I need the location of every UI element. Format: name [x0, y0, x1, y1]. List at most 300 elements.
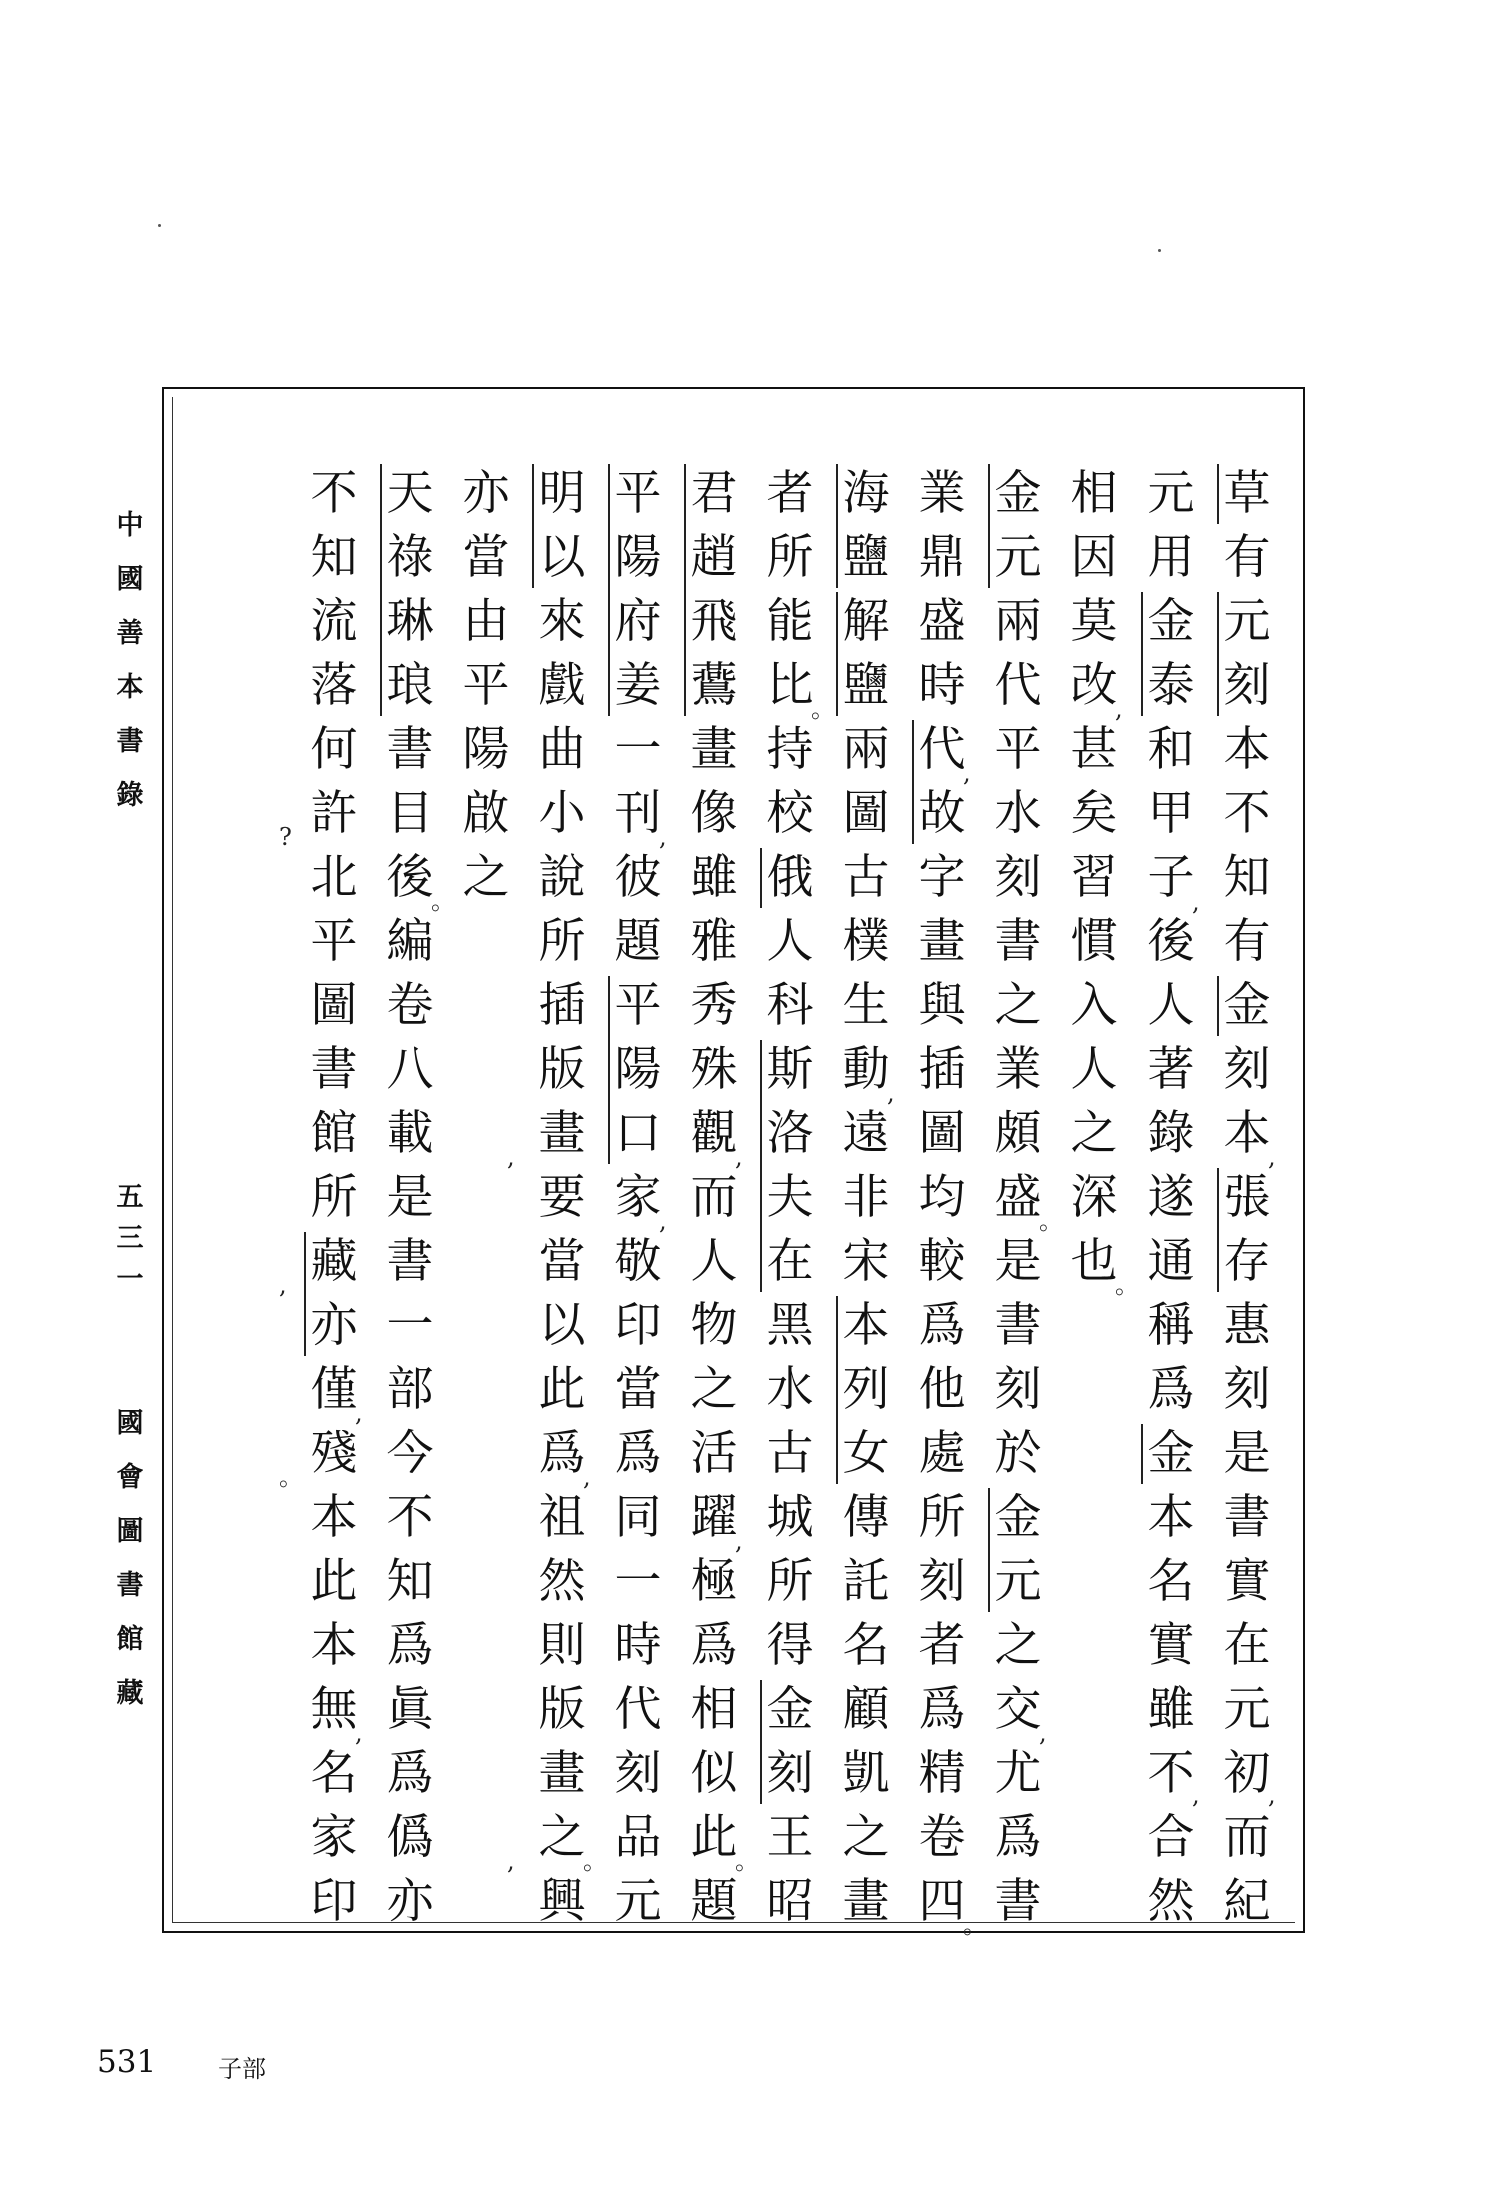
text-char: 水 — [766, 1362, 814, 1417]
text-char: 者 — [918, 1618, 966, 1673]
text-char: 本 — [1223, 1106, 1271, 1161]
punctuation-mark: , — [735, 1527, 743, 1555]
text-char: 以 — [538, 1298, 586, 1353]
text-char: 是 — [386, 1170, 434, 1225]
text-char: 不 — [1223, 786, 1271, 841]
text-char: 物 — [690, 1298, 738, 1353]
text-char: 由 — [462, 594, 510, 649]
side-page-number — [112, 1184, 148, 1293]
punctuation-mark: , — [1268, 1143, 1276, 1171]
text-char: 祿 — [386, 530, 434, 585]
text-char: 與 — [918, 978, 966, 1033]
text-char: 飛 — [690, 594, 738, 649]
text-char: 稱 — [1147, 1298, 1195, 1353]
text-column-5 — [910, 462, 974, 1934]
text-char: 矣 — [1070, 786, 1118, 841]
punctuation-mark: , — [507, 1143, 515, 1171]
text-char: 平 — [310, 914, 358, 969]
text-char: 要 — [538, 1170, 586, 1225]
text-char: 也 — [1070, 1234, 1118, 1289]
text-char: 刊 — [614, 786, 662, 841]
text-char: 爲 — [918, 1682, 966, 1737]
text-char: 秀 — [690, 978, 738, 1033]
text-char: 元 — [1223, 594, 1271, 649]
text-char: 題 — [614, 914, 662, 969]
text-char: 印 — [310, 1874, 358, 1929]
title-mark-line — [304, 1232, 306, 1356]
text-char: 改 — [1070, 658, 1118, 713]
text-char: 遂 — [1147, 1170, 1195, 1225]
punctuation-mark: 。 — [1039, 1207, 1063, 1235]
text-char: 實 — [1223, 1554, 1271, 1609]
text-char: 非 — [842, 1170, 890, 1225]
text-char: 他 — [918, 1362, 966, 1417]
text-char: 古 — [842, 850, 890, 905]
text-char: 品 — [614, 1810, 662, 1865]
text-char: 昭 — [766, 1874, 814, 1929]
text-char: 俄 — [766, 850, 814, 905]
text-char: 知 — [1223, 850, 1271, 905]
punctuation-mark: , — [1039, 1719, 1047, 1747]
text-char: 元 — [994, 1554, 1042, 1609]
text-char: 國 — [116, 1408, 144, 1439]
text-char: 目 — [386, 786, 434, 841]
text-char: 黑 — [766, 1298, 814, 1353]
text-char: 在 — [1223, 1618, 1271, 1673]
text-char: 泰 — [1147, 658, 1195, 713]
text-char: 較 — [918, 1234, 966, 1289]
text-char: 子 — [1147, 850, 1195, 905]
punctuation-mark: , — [887, 1079, 895, 1107]
scan-speck — [1158, 249, 1161, 252]
text-char: 通 — [1147, 1234, 1195, 1289]
text-char: 琳 — [386, 594, 434, 649]
text-char: 動 — [842, 1042, 890, 1097]
text-char: 所 — [918, 1490, 966, 1545]
text-char: 同 — [614, 1490, 662, 1545]
text-char: 交 — [994, 1682, 1042, 1737]
text-char: 用 — [1147, 530, 1195, 585]
text-char: 故 — [918, 786, 966, 841]
text-char: 於 — [994, 1426, 1042, 1481]
punctuation-mark: , — [355, 1399, 363, 1427]
text-char: 爲 — [690, 1618, 738, 1673]
text-char: 之 — [842, 1810, 890, 1865]
text-char: 均 — [918, 1170, 966, 1225]
side-library-name — [112, 1410, 148, 1707]
title-mark-line — [760, 848, 762, 908]
text-char: 元 — [614, 1874, 662, 1929]
text-char: 琅 — [386, 658, 434, 713]
text-char: 祖 — [538, 1490, 586, 1545]
text-column-3 — [1062, 462, 1126, 1294]
text-char: 何 — [310, 722, 358, 777]
text-char: 刻 — [994, 850, 1042, 905]
punctuation-mark: , — [1115, 695, 1123, 723]
text-char: 斯 — [766, 1042, 814, 1097]
text-char: 八 — [386, 1042, 434, 1097]
text-char: 本 — [1223, 722, 1271, 777]
text-char: 刻 — [994, 1362, 1042, 1417]
text-char: 圖 — [842, 786, 890, 841]
text-char: 一 — [116, 1264, 144, 1295]
text-char: 爲 — [538, 1426, 586, 1481]
title-mark-line — [380, 464, 382, 716]
punctuation-mark: , — [507, 1847, 515, 1875]
text-char: 館 — [116, 1624, 144, 1655]
text-char: 書 — [994, 914, 1042, 969]
text-char: 元 — [1147, 466, 1195, 521]
text-char: 凱 — [842, 1746, 890, 1801]
text-char: 盛 — [994, 1170, 1042, 1225]
text-char: 不 — [310, 466, 358, 521]
punctuation-mark: , — [355, 1719, 363, 1747]
text-char: 校 — [766, 786, 814, 841]
title-mark-line — [836, 1296, 838, 1484]
text-char: 解 — [842, 594, 890, 649]
text-char: 三 — [116, 1223, 144, 1254]
text-char: 平 — [994, 722, 1042, 777]
text-char: 書 — [310, 1042, 358, 1097]
text-char: 之 — [462, 850, 510, 905]
text-char: 是 — [994, 1234, 1042, 1289]
scan-speck — [158, 224, 161, 227]
text-char: 敬 — [614, 1234, 662, 1289]
text-char: 草 — [1223, 466, 1271, 521]
text-column-13 — [302, 462, 366, 1934]
text-char: 戲 — [538, 658, 586, 713]
text-column-12 — [378, 462, 442, 1934]
text-char: 習 — [1070, 850, 1118, 905]
text-char: 金 — [994, 1490, 1042, 1545]
text-char: 印 — [614, 1298, 662, 1353]
text-char: 錄 — [1147, 1106, 1195, 1161]
text-char: 當 — [462, 530, 510, 585]
text-char: 圖 — [116, 1516, 144, 1547]
title-mark-line — [760, 1040, 762, 1292]
text-char: 城 — [766, 1490, 814, 1545]
text-char: 錄 — [116, 780, 144, 811]
text-char: 彼 — [614, 850, 662, 905]
text-char: 刻 — [1223, 658, 1271, 713]
text-char: 啟 — [462, 786, 510, 841]
text-char: 版 — [538, 1042, 586, 1097]
text-char: 部 — [386, 1362, 434, 1417]
text-char: 刻 — [918, 1554, 966, 1609]
text-char: 鹽 — [842, 658, 890, 713]
text-char: 慣 — [1070, 914, 1118, 969]
text-char: 時 — [614, 1618, 662, 1673]
punctuation-mark: , — [1268, 1781, 1276, 1809]
text-char: 殊 — [690, 1042, 738, 1097]
text-char: 夫 — [766, 1170, 814, 1225]
title-mark-line — [1217, 592, 1219, 716]
text-char: 人 — [1070, 1042, 1118, 1097]
text-char: 版 — [538, 1682, 586, 1737]
text-char: 傳 — [842, 1490, 890, 1545]
text-char: 兩 — [842, 722, 890, 777]
text-char: 一 — [386, 1298, 434, 1353]
text-char: 小 — [538, 786, 586, 841]
punctuation-mark: 。 — [963, 1911, 987, 1939]
text-char: 處 — [918, 1426, 966, 1481]
punctuation-mark: , — [735, 1143, 743, 1171]
text-char: 雖 — [690, 850, 738, 905]
text-char: 姜 — [614, 658, 662, 713]
text-char: 善 — [116, 618, 144, 649]
text-char: 然 — [538, 1554, 586, 1609]
punctuation-mark: 。 — [1115, 1271, 1139, 1299]
text-char: 亦 — [386, 1874, 434, 1929]
text-char: 一 — [614, 722, 662, 777]
text-char: 觀 — [690, 1106, 738, 1161]
text-char: 像 — [690, 786, 738, 841]
text-column-2 — [1139, 462, 1203, 1934]
title-mark-line — [1217, 976, 1219, 1036]
text-char: 畫 — [690, 722, 738, 777]
text-column-7 — [758, 462, 822, 1934]
text-char: 書 — [386, 722, 434, 777]
text-char: 字 — [918, 850, 966, 905]
text-char: 惠 — [1223, 1298, 1271, 1353]
text-char: 亦 — [310, 1298, 358, 1353]
text-char: 元 — [1223, 1682, 1271, 1737]
text-char: 畫 — [918, 914, 966, 969]
text-char: 編 — [386, 914, 434, 969]
text-char: 平 — [614, 978, 662, 1033]
text-char: 者 — [766, 466, 814, 521]
text-char: 興 — [538, 1874, 586, 1929]
title-mark-line — [988, 1488, 990, 1612]
text-char: 五 — [116, 1182, 144, 1213]
text-char: 書 — [116, 726, 144, 757]
text-char: 所 — [538, 914, 586, 969]
text-char: 海 — [842, 466, 890, 521]
text-char: 知 — [386, 1554, 434, 1609]
text-char: 刻 — [1223, 1042, 1271, 1097]
text-char: 雅 — [690, 914, 738, 969]
text-char: 藏 — [116, 1678, 144, 1709]
text-char: 王 — [766, 1810, 814, 1865]
text-char: 顧 — [842, 1682, 890, 1737]
page-number: 531 — [97, 2044, 157, 2080]
text-char: 樸 — [842, 914, 890, 969]
text-char: 明 — [538, 466, 586, 521]
text-char: 相 — [690, 1682, 738, 1737]
text-char: 尤 — [994, 1746, 1042, 1801]
text-char: 生 — [842, 978, 890, 1033]
text-char: 則 — [538, 1618, 586, 1673]
text-char: 亦 — [462, 466, 510, 521]
text-char: 卷 — [918, 1810, 966, 1865]
text-char: 當 — [614, 1362, 662, 1417]
text-char: 躍 — [690, 1490, 738, 1545]
text-char: 持 — [766, 722, 814, 777]
text-char: 府 — [614, 594, 662, 649]
text-char: 畫 — [538, 1746, 586, 1801]
text-char: 藏 — [310, 1234, 358, 1289]
text-char: 託 — [842, 1554, 890, 1609]
punctuation-mark: , — [1192, 888, 1200, 916]
punctuation-mark: , — [1192, 1781, 1200, 1809]
text-char: 後 — [1147, 914, 1195, 969]
title-mark-line — [608, 976, 610, 1164]
text-char: 有 — [1223, 914, 1271, 969]
text-char: 本 — [310, 1618, 358, 1673]
text-char: 科 — [766, 978, 814, 1033]
text-char: 在 — [766, 1234, 814, 1289]
text-char: 來 — [538, 594, 586, 649]
text-char: 載 — [386, 1106, 434, 1161]
punctuation-mark: 。 — [583, 1847, 607, 1875]
text-char: 金 — [1223, 978, 1271, 1033]
text-char: 圖 — [918, 1106, 966, 1161]
text-char: 當 — [538, 1234, 586, 1289]
text-char: 家 — [614, 1170, 662, 1225]
text-char: 女 — [842, 1426, 890, 1481]
text-char: 本 — [116, 672, 144, 703]
text-char: 不 — [386, 1490, 434, 1545]
text-char: 圖 — [310, 978, 358, 1033]
text-char: 存 — [1223, 1234, 1271, 1289]
text-char: 眞 — [386, 1682, 434, 1737]
text-char: 比 — [766, 658, 814, 713]
text-char: 有 — [1223, 530, 1271, 585]
text-char: 之 — [538, 1810, 586, 1865]
text-char: 能 — [766, 594, 814, 649]
text-char: 此 — [310, 1554, 358, 1609]
side-book-title — [112, 512, 148, 809]
text-char: 國 — [116, 564, 144, 595]
text-char: 今 — [386, 1426, 434, 1481]
text-char: 宋 — [842, 1234, 890, 1289]
title-mark-line — [912, 720, 914, 844]
text-char: 名 — [1147, 1554, 1195, 1609]
text-char: 趙 — [690, 530, 738, 585]
text-char: 卷 — [386, 978, 434, 1033]
text-char: 然 — [1147, 1874, 1195, 1929]
text-char: 說 — [538, 850, 586, 905]
text-char: 知 — [310, 530, 358, 585]
punctuation-mark: , — [279, 1271, 287, 1299]
title-mark-line — [760, 1680, 762, 1804]
text-char: 雖 — [1147, 1682, 1195, 1737]
text-char: 所 — [310, 1170, 358, 1225]
text-char: 著 — [1147, 1042, 1195, 1097]
text-char: 後 — [386, 850, 434, 905]
text-char: 平 — [614, 466, 662, 521]
text-char: 兩 — [994, 594, 1042, 649]
text-char: 僞 — [386, 1810, 434, 1865]
text-char: 代 — [614, 1682, 662, 1737]
text-char: 之 — [994, 1618, 1042, 1673]
text-char: 曲 — [538, 722, 586, 777]
text-char: 平 — [462, 658, 510, 713]
text-char: 刻 — [1223, 1362, 1271, 1417]
text-char: 之 — [994, 978, 1042, 1033]
text-char: 盛 — [918, 594, 966, 649]
text-char: 鹽 — [842, 530, 890, 585]
text-char: 合 — [1147, 1810, 1195, 1865]
text-char: 業 — [918, 466, 966, 521]
text-char: 爲 — [918, 1298, 966, 1353]
text-char: 極 — [690, 1554, 738, 1609]
punctuation-mark: , — [659, 823, 667, 851]
text-char: 本 — [842, 1298, 890, 1353]
text-char: 家 — [310, 1810, 358, 1865]
text-char: 插 — [918, 1042, 966, 1097]
text-char: 鼎 — [918, 530, 966, 585]
text-char: 相 — [1070, 466, 1118, 521]
text-char: 一 — [614, 1554, 662, 1609]
text-char: 題 — [690, 1874, 738, 1929]
text-char: 名 — [842, 1618, 890, 1673]
text-char: 得 — [766, 1618, 814, 1673]
text-char: 人 — [766, 914, 814, 969]
text-char: 中 — [116, 510, 144, 541]
text-column-6 — [834, 462, 898, 1934]
text-column-10 — [530, 462, 594, 1934]
text-column-8 — [682, 462, 746, 1934]
punctuation-mark: , — [963, 759, 971, 787]
text-char: 僅 — [310, 1362, 358, 1417]
punctuation-mark: , — [659, 1207, 667, 1235]
text-char: 爲 — [994, 1810, 1042, 1865]
punctuation-mark: 。 — [431, 887, 455, 915]
text-char: 四 — [918, 1874, 966, 1929]
text-char: 之 — [1070, 1106, 1118, 1161]
title-mark-line — [1141, 592, 1143, 716]
text-char: 之 — [690, 1362, 738, 1417]
text-char: 莫 — [1070, 594, 1118, 649]
text-char: 所 — [766, 1554, 814, 1609]
text-char: 精 — [918, 1746, 966, 1801]
text-char: 因 — [1070, 530, 1118, 585]
text-char: 落 — [310, 658, 358, 713]
text-char: 本 — [310, 1490, 358, 1545]
text-char: 紀 — [1223, 1874, 1271, 1929]
title-mark-line — [532, 464, 534, 588]
text-char: 爲 — [386, 1746, 434, 1801]
text-char: 業 — [994, 1042, 1042, 1097]
text-char: 許 — [310, 786, 358, 841]
text-char: 鷰 — [690, 658, 738, 713]
text-char: 爲 — [1147, 1362, 1195, 1417]
text-char: 代 — [918, 722, 966, 777]
text-char: 洛 — [766, 1106, 814, 1161]
title-mark-line — [684, 464, 686, 716]
text-char: 此 — [690, 1810, 738, 1865]
punctuation-mark: 。 — [735, 1847, 759, 1875]
punctuation-mark: 。 — [811, 695, 835, 723]
section-label: 子部 — [218, 2055, 266, 2083]
text-char: 流 — [310, 594, 358, 649]
text-char: 書 — [994, 1298, 1042, 1353]
text-char: 似 — [690, 1746, 738, 1801]
text-column-1 — [1215, 462, 1279, 1934]
text-char: 頗 — [994, 1106, 1042, 1161]
text-char: 金 — [1147, 1426, 1195, 1481]
text-char: 陽 — [614, 530, 662, 585]
text-char: 深 — [1070, 1170, 1118, 1225]
text-char: 而 — [1223, 1810, 1271, 1865]
title-mark-line — [1141, 1424, 1143, 1484]
text-char: 以 — [538, 530, 586, 585]
text-char: 此 — [538, 1362, 586, 1417]
text-char: 所 — [766, 530, 814, 585]
text-char: 人 — [690, 1234, 738, 1289]
title-mark-line — [608, 464, 610, 716]
